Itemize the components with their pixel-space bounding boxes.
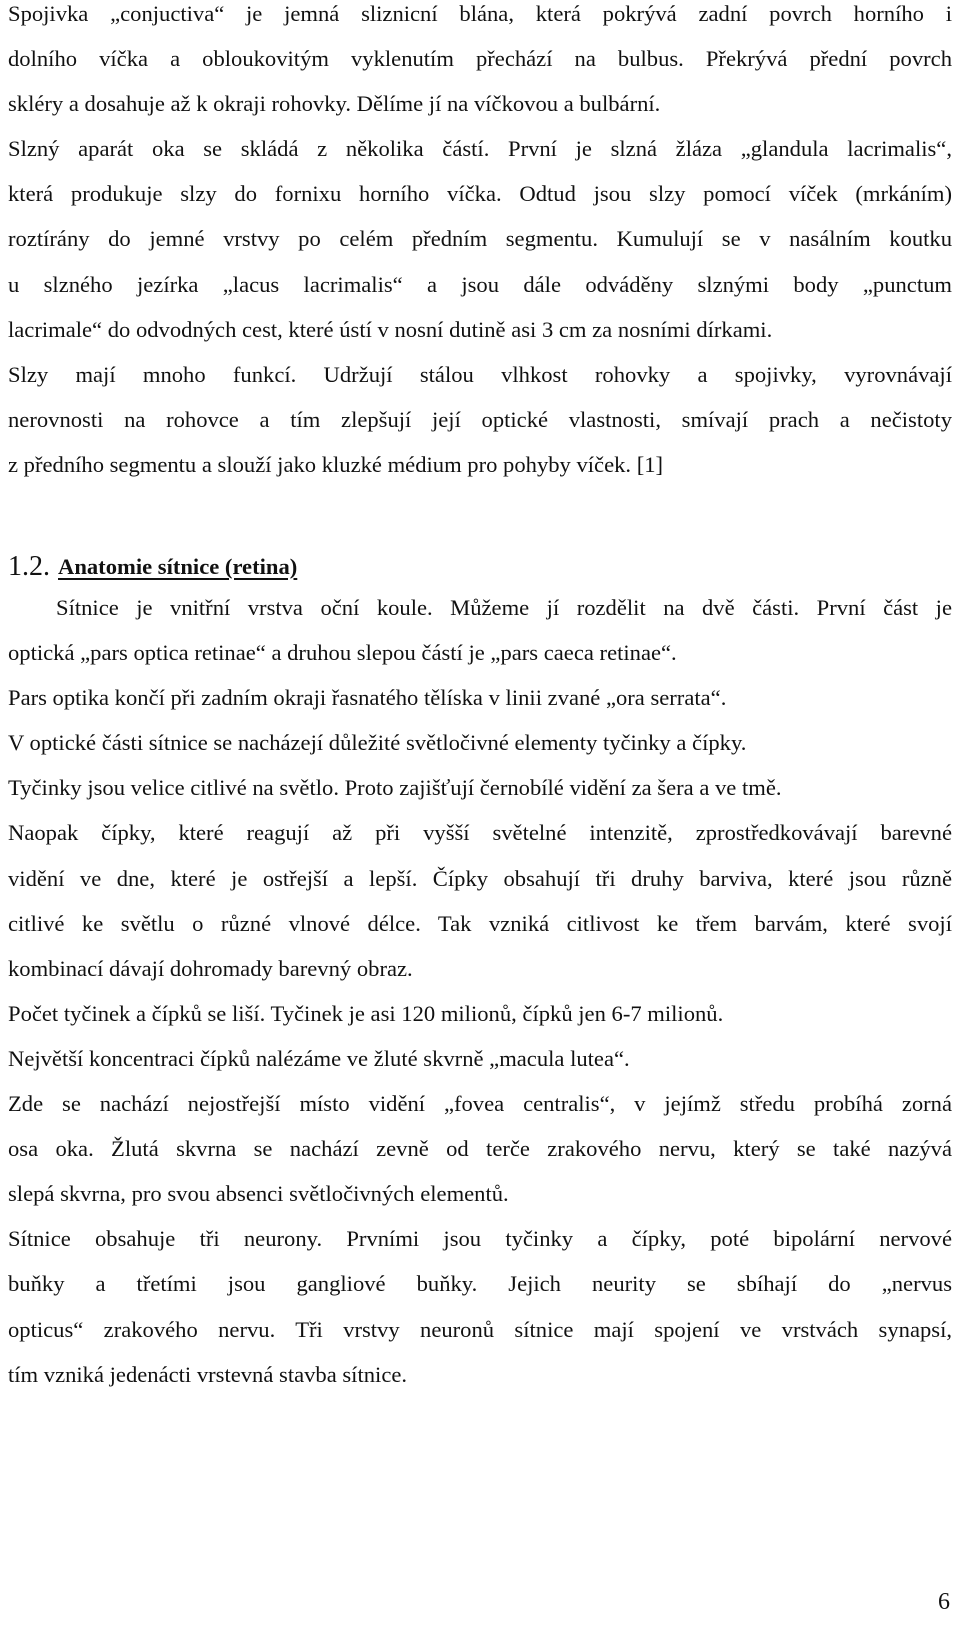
text-line: Zde se nachází nejostřejší místo vidění „fovea centralis“, v jejímž středu probíhá zorná — [8, 1091, 952, 1117]
text-line: Největší koncentraci čípků nalézáme ve žluté skvrně „macula lutea“. — [8, 1045, 630, 1071]
text-line: skléry a dosahuje až k okraji rohovky. Dělíme jí na víčkovou a bulbární. — [8, 91, 661, 117]
text-line: slepá skvrna, pro svou absenci světločivných elementů. — [8, 1181, 509, 1207]
text-line: tím vzniká jedenácti vrstevná stavba sítnice. — [8, 1361, 408, 1387]
section-number: 1.2. — [8, 551, 50, 582]
section-heading — [8, 548, 297, 587]
text-line: Spojivka „conjuctiva“ je jemná sliznicní blána, která pokrývá zadní povrch horního i — [8, 1, 952, 26]
text-line: Tyčinky jsou velice citlivé na světlo. Proto zajišťují černobílé vidění za šera a ve tmě. — [8, 775, 782, 801]
text-line: vidění ve dne, které je ostřejší a lepší. Čípky obsahují tři druhy barviva, které jsou různě — [8, 865, 952, 891]
text-line: Slzy mají mnoho funkcí. Udržují stálou vlhkost rohovky a spojivky, vyrovnávají — [8, 361, 952, 387]
text-line: z předního segmentu a slouží jako kluzké médium pro pohyby víček. [1] — [8, 451, 664, 477]
text-line: V optické části sítnice se nacházejí důležité světločivné elementy tyčinky a čípky. — [8, 730, 747, 756]
text-line: Sítnice obsahuje tři neurony. Prvními jsou tyčinky a čípky, poté bipolární nervové — [8, 1226, 952, 1252]
text-line: buňky a třetími jsou gangliové buňky. Jejich neurity se sbíhají do „nervus — [8, 1271, 952, 1297]
text-line: opticus“ zrakového nervu. Tři vrstvy neuronů sítnice mají spojení ve vrstvách synapsí, — [8, 1316, 952, 1342]
text-line: dolního víčka a obloukovitým vyklenutím přechází na bulbus. Překrývá přední povrch — [8, 46, 952, 72]
page-number: 6 — [938, 1589, 950, 1615]
text-line: Slzný aparát oka se skládá z několika částí. První je slzná žláza „glandula lacrimalis“, — [8, 136, 952, 162]
text-line: citlivé ke světlu o různé vlnové délce. Tak vzniká citlivost ke třem barvám, které svojí — [8, 910, 952, 936]
text-line: lacrimale“ do odvodných cest, které ústí v nosní dutině asi 3 cm za nosními dírkami. — [8, 316, 773, 342]
text-line: u slzného jezírka „lacus lacrimalis“ a jsou dále odváděny slznými body „punctum — [8, 271, 952, 297]
text-line: osa oka. Žlutá skvrna se nachází zevně od terče zrakového nervu, který se také nazývá — [8, 1136, 952, 1162]
text-line: která produkuje slzy do fornixu horního víčka. Odtud jsou slzy pomocí víček (mrkáním) — [8, 181, 952, 207]
paragraph-spojivka-slzny-aparat — [8, 0, 952, 487]
section-title: Anatomie sítnice (retina) — [58, 554, 298, 579]
text-line: nerovnosti na rohovce a tím zlepšují její optické vlastnosti, smívají prach a nečistoty — [8, 406, 952, 432]
text-line: Pars optika končí při zadním okraji řasnatého tělíska v linii zvané „ora serrata“. — [8, 685, 727, 711]
text-line: Počet tyčinek a čípků se liší. Tyčinek je asi 120 milionů, čípků jen 6-7 milionů. — [8, 1000, 724, 1026]
text-line: Sítnice je vnitřní vrstva oční koule. Můžeme jí rozdělit na dvě části. První část je — [56, 595, 952, 620]
paragraph-anatomie-sitnice — [8, 585, 952, 1397]
text-line: optická „pars optica retinae“ a druhou slepou částí je „pars caeca retinae“. — [8, 640, 677, 666]
text-line: kombinací dávají dohromady barevný obraz. — [8, 955, 413, 981]
text-line: Naopak čípky, které reagují až při vyšší světelné intenzitě, zprostředkovávají barevné — [8, 820, 952, 846]
text-line: roztírány do jemné vrstvy po celém předním segmentu. Kumulují se v nasálním koutku — [8, 226, 952, 252]
